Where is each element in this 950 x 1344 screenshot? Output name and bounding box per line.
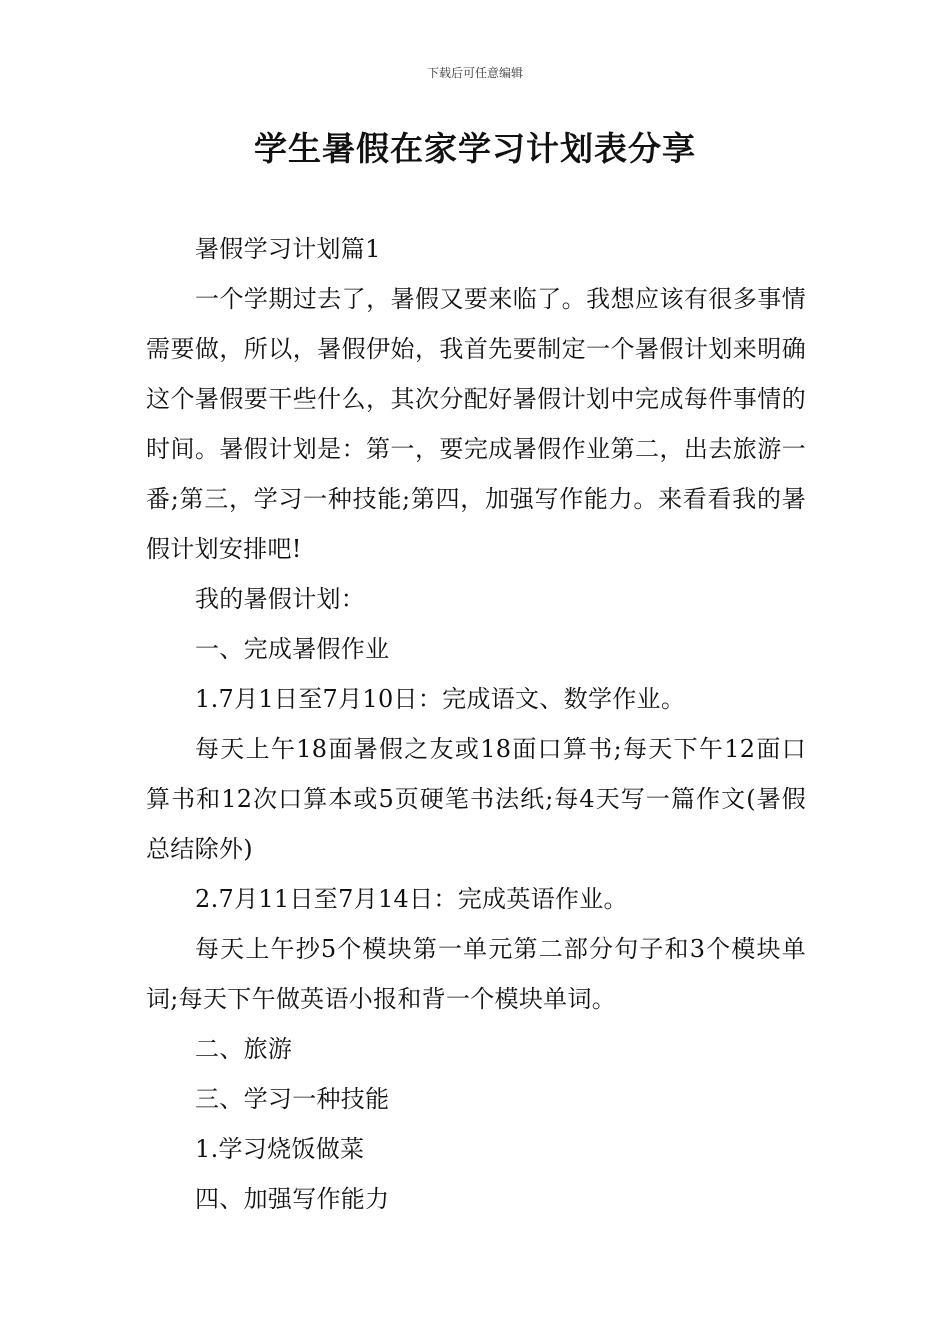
- plan-item-skill: 三、学习一种技能: [195, 1085, 390, 1113]
- homework-step-1-detail: 每天上午18面暑假之友或18面口算书;每天下午12面口算书和12次口算本或5页硬笔书法纸;每4天写一篇作文(暑假总结除外): [146, 735, 806, 863]
- skill-step-1: 1.学习烧饭做菜: [195, 1135, 365, 1163]
- plan-item-homework: 一、完成暑假作业: [195, 635, 390, 663]
- homework-step-2: 2.7月11日至7月14日：完成英语作业。: [195, 885, 628, 913]
- intro-paragraph: 一个学期过去了，暑假又要来临了。我想应该有很多事情需要做，所以，暑假伊始，我首先要制定一个暑假计划来明确这个暑假要干些什么，其次分配好暑假计划中完成每件事情的时间。暑假计划是：第一，要完成暑假作业第二，出去旅游一番;第三，学习一种技能;第四，加强写作能力。来看看我的暑假计划安排吧!: [146, 285, 806, 563]
- homework-step-1: 1.7月1日至7月10日：完成语文、数学作业。: [195, 685, 686, 713]
- plan-item-writing: 四、加强写作能力: [195, 1185, 390, 1213]
- header-note: 下载后可任意编辑: [426, 66, 523, 80]
- homework-step-2-detail: 每天上午抄5个模块第一单元第二部分句子和3个模块单词;每天下午做英语小报和背一个模块单词。: [146, 935, 806, 1013]
- plan-label: 我的暑假计划：: [195, 585, 366, 613]
- plan-item-travel: 二、旅游: [195, 1035, 293, 1063]
- section-heading-plan-1: 暑假学习计划篇1: [195, 235, 381, 263]
- document-body: [146, 224, 806, 1224]
- document-title: 学生暑假在家学习计划表分享: [254, 129, 696, 168]
